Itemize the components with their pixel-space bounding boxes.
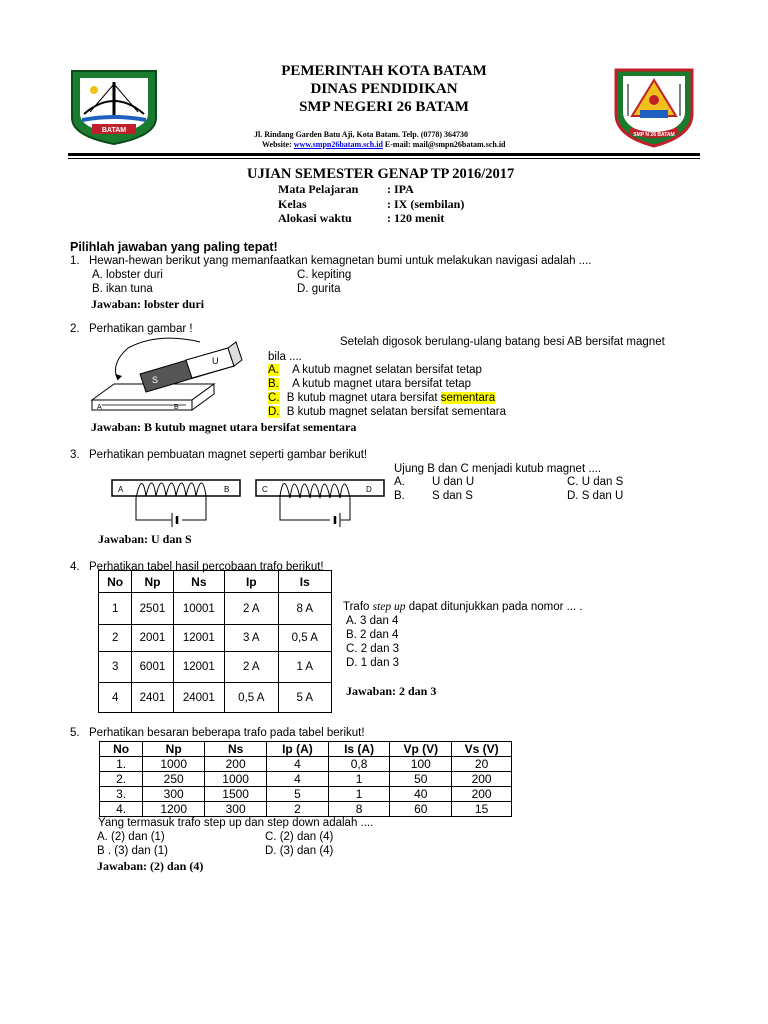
q1-answer: Jawaban: lobster duri [91, 297, 205, 311]
q4-option-c[interactable]: C. 2 dan 3 [346, 643, 400, 655]
q2-option-b[interactable] [268, 378, 471, 390]
table-cell: 0,5 A [278, 625, 331, 652]
table-cell: 250 [143, 772, 205, 787]
q4-header-is: Is [278, 571, 331, 593]
q4-text: Perhatikan tabel hasil percobaan trafo berikut! [89, 561, 324, 573]
table-cell: 300 [143, 787, 205, 802]
q5-option-c[interactable]: C. (2) dan (4) [265, 831, 334, 843]
table-cell: 2001 [132, 625, 173, 652]
table-cell: 1 [99, 593, 132, 625]
q3-answer: Jawaban: U dan S [98, 532, 192, 546]
q4-number: 4. [70, 561, 80, 573]
q2-fig-label-u: U [212, 356, 219, 366]
q3-option-a-text[interactable]: U dan U [432, 476, 475, 488]
table-cell: 1 [328, 772, 390, 787]
table-cell: 1000 [205, 772, 267, 787]
website-link[interactable]: www.smpn26batam.sch.id [293, 140, 383, 149]
subject-value: : IPA [387, 182, 414, 196]
q5-table [99, 741, 512, 817]
q5-header-no: No [100, 742, 143, 757]
q5-header-ip: Ip (A) [267, 742, 329, 757]
table-cell: 100 [390, 757, 452, 772]
q4-question [343, 601, 583, 613]
table-cell: 12001 [173, 625, 224, 652]
q3-fig-label-a: A [118, 485, 124, 494]
logo-batam-text: BATAM [101, 127, 127, 134]
table-cell: 2 [99, 625, 132, 652]
email-text: E-mail: mail@smpn26batam.sch.id [384, 140, 506, 149]
q3-text-2: Ujung B dan C menjadi kutub magnet .... [394, 463, 602, 475]
table-cell: 0,8 [328, 757, 390, 772]
q4-option-b[interactable]: B. 2 dan 4 [346, 629, 399, 641]
class-label: Kelas [278, 197, 307, 211]
q4-header-ip: Ip [225, 571, 278, 593]
q5-answer: Jawaban: (2) dan (4) [97, 859, 204, 873]
q3-figure-coils [108, 468, 388, 538]
table-cell: 60 [390, 802, 452, 817]
subject-label: Mata Pelajaran [278, 182, 359, 196]
q2-option-c-highlight: sementara [440, 392, 496, 404]
table-cell: 200 [452, 772, 512, 787]
q3-number: 3. [70, 449, 80, 461]
q3-option-b-letter[interactable]: B. [394, 490, 405, 502]
table-cell: 3 [99, 652, 132, 683]
q3-option-c[interactable]: C. U dan S [567, 476, 624, 488]
q3-fig-label-b: B [224, 485, 230, 494]
header-line-3: SMP NEGERI 26 BATAM [299, 99, 469, 115]
table-cell: 4 [267, 772, 329, 787]
table-cell: 1200 [143, 802, 205, 817]
q5-option-d[interactable]: D. (3) dan (4) [265, 845, 334, 857]
table-cell: 6001 [132, 652, 173, 683]
q2-answer: Jawaban: B kutub magnet utara bersifat sementara [91, 420, 357, 434]
q2-fig-label-s: S [152, 375, 159, 385]
q2-option-c[interactable] [268, 392, 495, 404]
q2-option-d-text: B kutub magnet selatan bersifat sementara [286, 406, 506, 418]
q3-fig-label-d: D [366, 485, 372, 494]
q1-option-c[interactable]: C. kepiting [297, 269, 352, 281]
table-cell: 1 [328, 787, 390, 802]
q2-fig-label-a: A [97, 404, 102, 411]
table-cell: 40 [390, 787, 452, 802]
q4-table [98, 570, 332, 713]
table-cell: 2 [267, 802, 329, 817]
table-cell: 2. [100, 772, 143, 787]
q5-header-ns: Ns [205, 742, 267, 757]
q3-option-b-text[interactable]: S dan S [432, 490, 473, 502]
table-cell: 50 [390, 772, 452, 787]
table-cell: 4. [100, 802, 143, 817]
q5-question: Yang termasuk trafo step up dan step down adalah .... [98, 817, 374, 829]
table-cell: 2 A [225, 593, 278, 625]
q5-option-a[interactable]: A. (2) dan (1) [97, 831, 165, 843]
q4-question-italic: step up [372, 601, 406, 613]
header-line-1: PEMERINTAH KOTA BATAM [281, 63, 487, 79]
table-cell: 3. [100, 787, 143, 802]
header-rule-thin [68, 158, 700, 159]
q2-option-c-letter: C. [268, 392, 280, 404]
q2-option-b-letter: B. [268, 378, 279, 390]
q4-option-a[interactable]: A. 3 dan 4 [346, 615, 399, 627]
class-value: : IX (sembilan) [387, 197, 465, 211]
q2-number: 2. [70, 323, 80, 335]
table-cell: 200 [452, 787, 512, 802]
q2-option-d-letter: D. [268, 406, 280, 418]
header-rule-thick [68, 153, 700, 156]
q2-text: Perhatikan gambar ! [89, 323, 193, 335]
q2-option-d[interactable] [268, 406, 506, 418]
table-cell: 200 [205, 757, 267, 772]
q5-text: Perhatikan besaran beberapa trafo pada tabel berikut! [89, 727, 365, 739]
q2-option-c-text: B kutub magnet utara bersifat [286, 392, 441, 404]
q5-header-np: Np [143, 742, 205, 757]
q5-header-vp: Vp (V) [390, 742, 452, 757]
table-cell: 1000 [143, 757, 205, 772]
q4-header-np: Np [132, 571, 173, 593]
table-cell: 10001 [173, 593, 224, 625]
table-cell: 4 [99, 683, 132, 713]
table-cell: 15 [452, 802, 512, 817]
table-cell: 3 A [225, 625, 278, 652]
q1-text: Hewan-hewan berikut yang memanfaatkan kemagnetan bumi untuk melakukan navigasi adalah .... [89, 255, 592, 267]
table-cell: 1500 [205, 787, 267, 802]
table-cell: 0,5 A [225, 683, 278, 713]
q4-option-d[interactable]: D. 1 dan 3 [346, 657, 400, 669]
time-value: : 120 menit [387, 211, 445, 225]
time-label: Alokasi waktu [278, 211, 352, 225]
q2-text-2: Setelah digosok berulang-ulang batang besi AB bersifat magnet [340, 336, 665, 348]
q1-option-b[interactable]: B. ikan tuna [92, 283, 153, 295]
q3-text: Perhatikan pembuatan magnet seperti gambar berikut! [89, 449, 368, 461]
website-label: Website: [262, 140, 292, 149]
table-cell: 2401 [132, 683, 173, 713]
q5-header-is: Is (A) [328, 742, 390, 757]
q1-option-a[interactable]: A. lobster duri [92, 269, 163, 281]
logo-smpn26-text: SMP N 26 BATAM [633, 132, 675, 138]
q2-text-3: bila .... [268, 351, 302, 363]
table-cell: 300 [205, 802, 267, 817]
table-cell: 20 [452, 757, 512, 772]
q4-answer: Jawaban: 2 dan 3 [346, 684, 437, 698]
table-cell: 12001 [173, 652, 224, 683]
table-cell: 5 A [278, 683, 331, 713]
q2-option-a[interactable] [268, 364, 482, 376]
table-cell: 2 A [225, 652, 278, 683]
table-cell: 2501 [132, 593, 173, 625]
q5-header-vs: Vs (V) [452, 742, 512, 757]
table-cell: 1 A [278, 652, 331, 683]
header-line-2: DINAS PENDIDIKAN [310, 81, 458, 97]
table-cell: 4 [267, 757, 329, 772]
table-cell: 24001 [173, 683, 224, 713]
q4-header-ns: Ns [173, 571, 224, 593]
q3-option-d[interactable]: D. S dan U [567, 490, 624, 502]
table-cell: 1. [100, 757, 143, 772]
q2-option-a-text: A kutub magnet selatan bersifat tetap [292, 364, 482, 376]
header-address: Jl. Rindang Garden Batu Aji, Kota Batam. Telp. (0778) 364730 [254, 130, 469, 139]
q2-fig-label-b: B [174, 404, 179, 411]
q4-question-pre: Trafo [343, 601, 373, 613]
q2-option-b-text: A kutub magnet utara bersifat tetap [292, 378, 472, 390]
header-contact [262, 140, 505, 149]
q1-number: 1. [70, 255, 80, 267]
instruction: Pilihlah jawaban yang paling tepat! [70, 240, 278, 254]
table-cell: 5 [267, 787, 329, 802]
q1-option-d[interactable]: D. gurita [297, 283, 341, 295]
q4-header-no: No [99, 571, 132, 593]
q2-option-a-letter: A. [268, 364, 279, 376]
q5-number: 5. [70, 727, 80, 739]
exam-title: UJIAN SEMESTER GENAP TP 2016/2017 [247, 166, 515, 182]
q2-figure-magnet [88, 334, 258, 416]
q5-option-b[interactable]: B . (3) dan (1) [97, 845, 168, 857]
q3-option-a-letter[interactable]: A. [394, 476, 405, 488]
table-cell: 8 A [278, 593, 331, 625]
q3-fig-label-c: C [262, 485, 268, 494]
table-cell: 8 [328, 802, 390, 817]
q4-question-post: dapat ditunjukkan pada nomor ... . [405, 601, 583, 613]
